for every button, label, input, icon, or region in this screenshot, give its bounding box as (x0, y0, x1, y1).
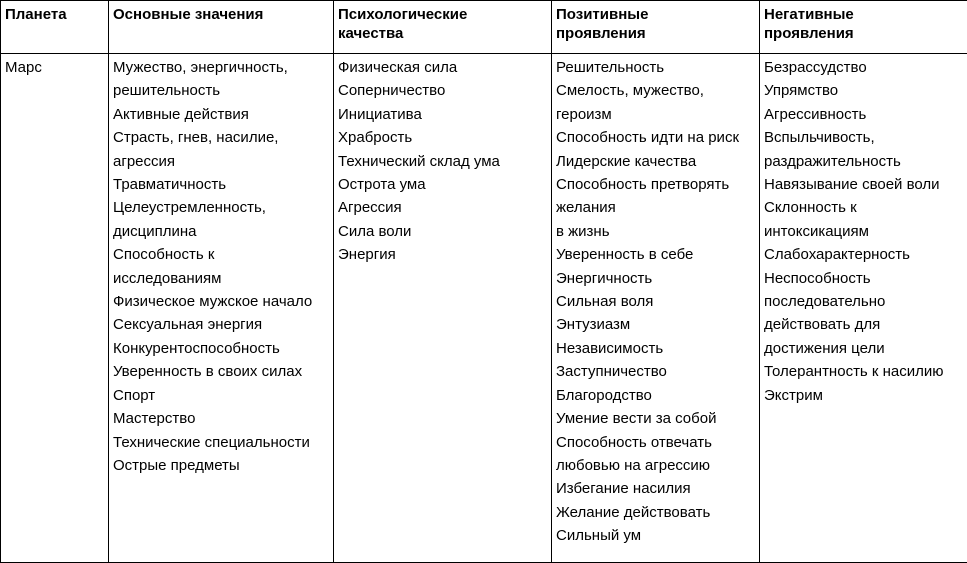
positive-line: Независимость (556, 337, 755, 360)
psychological-line: Острота ума (338, 173, 547, 196)
header-positive-line: проявления (556, 24, 755, 43)
negative-line: Склонность к (764, 196, 963, 219)
negative-line: Неспособность (764, 267, 963, 290)
positive-line: Сильная воля (556, 290, 755, 313)
positive-line: Способность отвечать (556, 431, 755, 454)
meaning-line: Острые предметы (113, 454, 329, 477)
positive-line: Уверенность в себе (556, 243, 755, 266)
planet-name: Марс (5, 59, 42, 76)
meaning-line: решительность (113, 79, 329, 102)
negative-line: раздражительность (764, 150, 963, 173)
psychological-line: Агрессия (338, 196, 547, 219)
negative-line: Вспыльчивость, (764, 126, 963, 149)
positive-line: Умение вести за собой (556, 407, 755, 430)
psychological-line: Физическая сила (338, 56, 547, 79)
negative-line: Навязывание своей воли (764, 173, 963, 196)
meaning-line: Конкурентоспособность (113, 337, 329, 360)
cell-positive (552, 54, 760, 563)
header-planet-label: Планета (5, 6, 67, 23)
psychological-line: Храбрость (338, 126, 547, 149)
meaning-line: Травматичность (113, 173, 329, 196)
positive-line: любовью на агрессию (556, 454, 755, 477)
header-positive (552, 1, 760, 54)
negative-line: действовать для (764, 313, 963, 336)
psychological-line: Сила воли (338, 220, 547, 243)
meaning-line: Сексуальная энергия (113, 313, 329, 336)
positive-line: Заступничество (556, 360, 755, 383)
positive-line: Решительность (556, 56, 755, 79)
cell-planet (1, 54, 109, 563)
header-positive-line: Позитивные (556, 5, 755, 24)
meaning-line: Технические специальности (113, 431, 329, 454)
meaning-line: агрессия (113, 150, 329, 173)
meaning-line: Мастерство (113, 407, 329, 430)
positive-line: в жизнь (556, 220, 755, 243)
positive-line: желания (556, 196, 755, 219)
negative-line: последовательно (764, 290, 963, 313)
header-psychological-line: качества (338, 24, 547, 43)
negative-line: Толерантность к насилию (764, 360, 963, 383)
header-negative (760, 1, 967, 54)
header-row (1, 1, 967, 54)
meaning-line: Страсть, гнев, насилие, (113, 126, 329, 149)
meaning-line: дисциплина (113, 220, 329, 243)
header-meanings-label: Основные значения (113, 6, 263, 23)
header-psychological-line: Психологические (338, 5, 547, 24)
psychological-line: Энергия (338, 243, 547, 266)
header-negative-line: Негативные (764, 5, 963, 24)
negative-line: Упрямство (764, 79, 963, 102)
table-row (1, 54, 967, 563)
negative-line: интоксикациям (764, 220, 963, 243)
positive-line: Желание действовать (556, 501, 755, 524)
positive-line: Смелость, мужество, (556, 79, 755, 102)
meaning-line: Физическое мужское начало (113, 290, 329, 313)
positive-line: Способность претворять (556, 173, 755, 196)
header-meanings (109, 1, 334, 54)
meaning-line: Активные действия (113, 103, 329, 126)
meaning-line: Способность к (113, 243, 329, 266)
psychological-line: Соперничество (338, 79, 547, 102)
psychological-line: Инициатива (338, 103, 547, 126)
positive-line: Благородство (556, 384, 755, 407)
meaning-line: Целеустремленность, (113, 196, 329, 219)
meaning-line: Спорт (113, 384, 329, 407)
header-psychological (334, 1, 552, 54)
positive-line: Сильный ум (556, 524, 755, 547)
positive-line: героизм (556, 103, 755, 126)
cell-psychological (334, 54, 552, 563)
negative-line: Безрассудство (764, 56, 963, 79)
cell-meanings (109, 54, 334, 563)
header-negative-line: проявления (764, 24, 963, 43)
psychological-line: Технический склад ума (338, 150, 547, 173)
negative-line: Экстрим (764, 384, 963, 407)
negative-line: Слабохарактерность (764, 243, 963, 266)
meaning-line: Мужество, энергичность, (113, 56, 329, 79)
header-planet (1, 1, 109, 54)
positive-line: Энергичность (556, 267, 755, 290)
meaning-line: исследованиям (113, 267, 329, 290)
positive-line: Лидерские качества (556, 150, 755, 173)
positive-line: Избегание насилия (556, 477, 755, 500)
positive-line: Энтузиазм (556, 313, 755, 336)
positive-line: Способность идти на риск (556, 126, 755, 149)
negative-line: Агрессивность (764, 103, 963, 126)
meaning-line: Уверенность в своих силах (113, 360, 329, 383)
cell-negative (760, 54, 967, 563)
negative-line: достижения цели (764, 337, 963, 360)
